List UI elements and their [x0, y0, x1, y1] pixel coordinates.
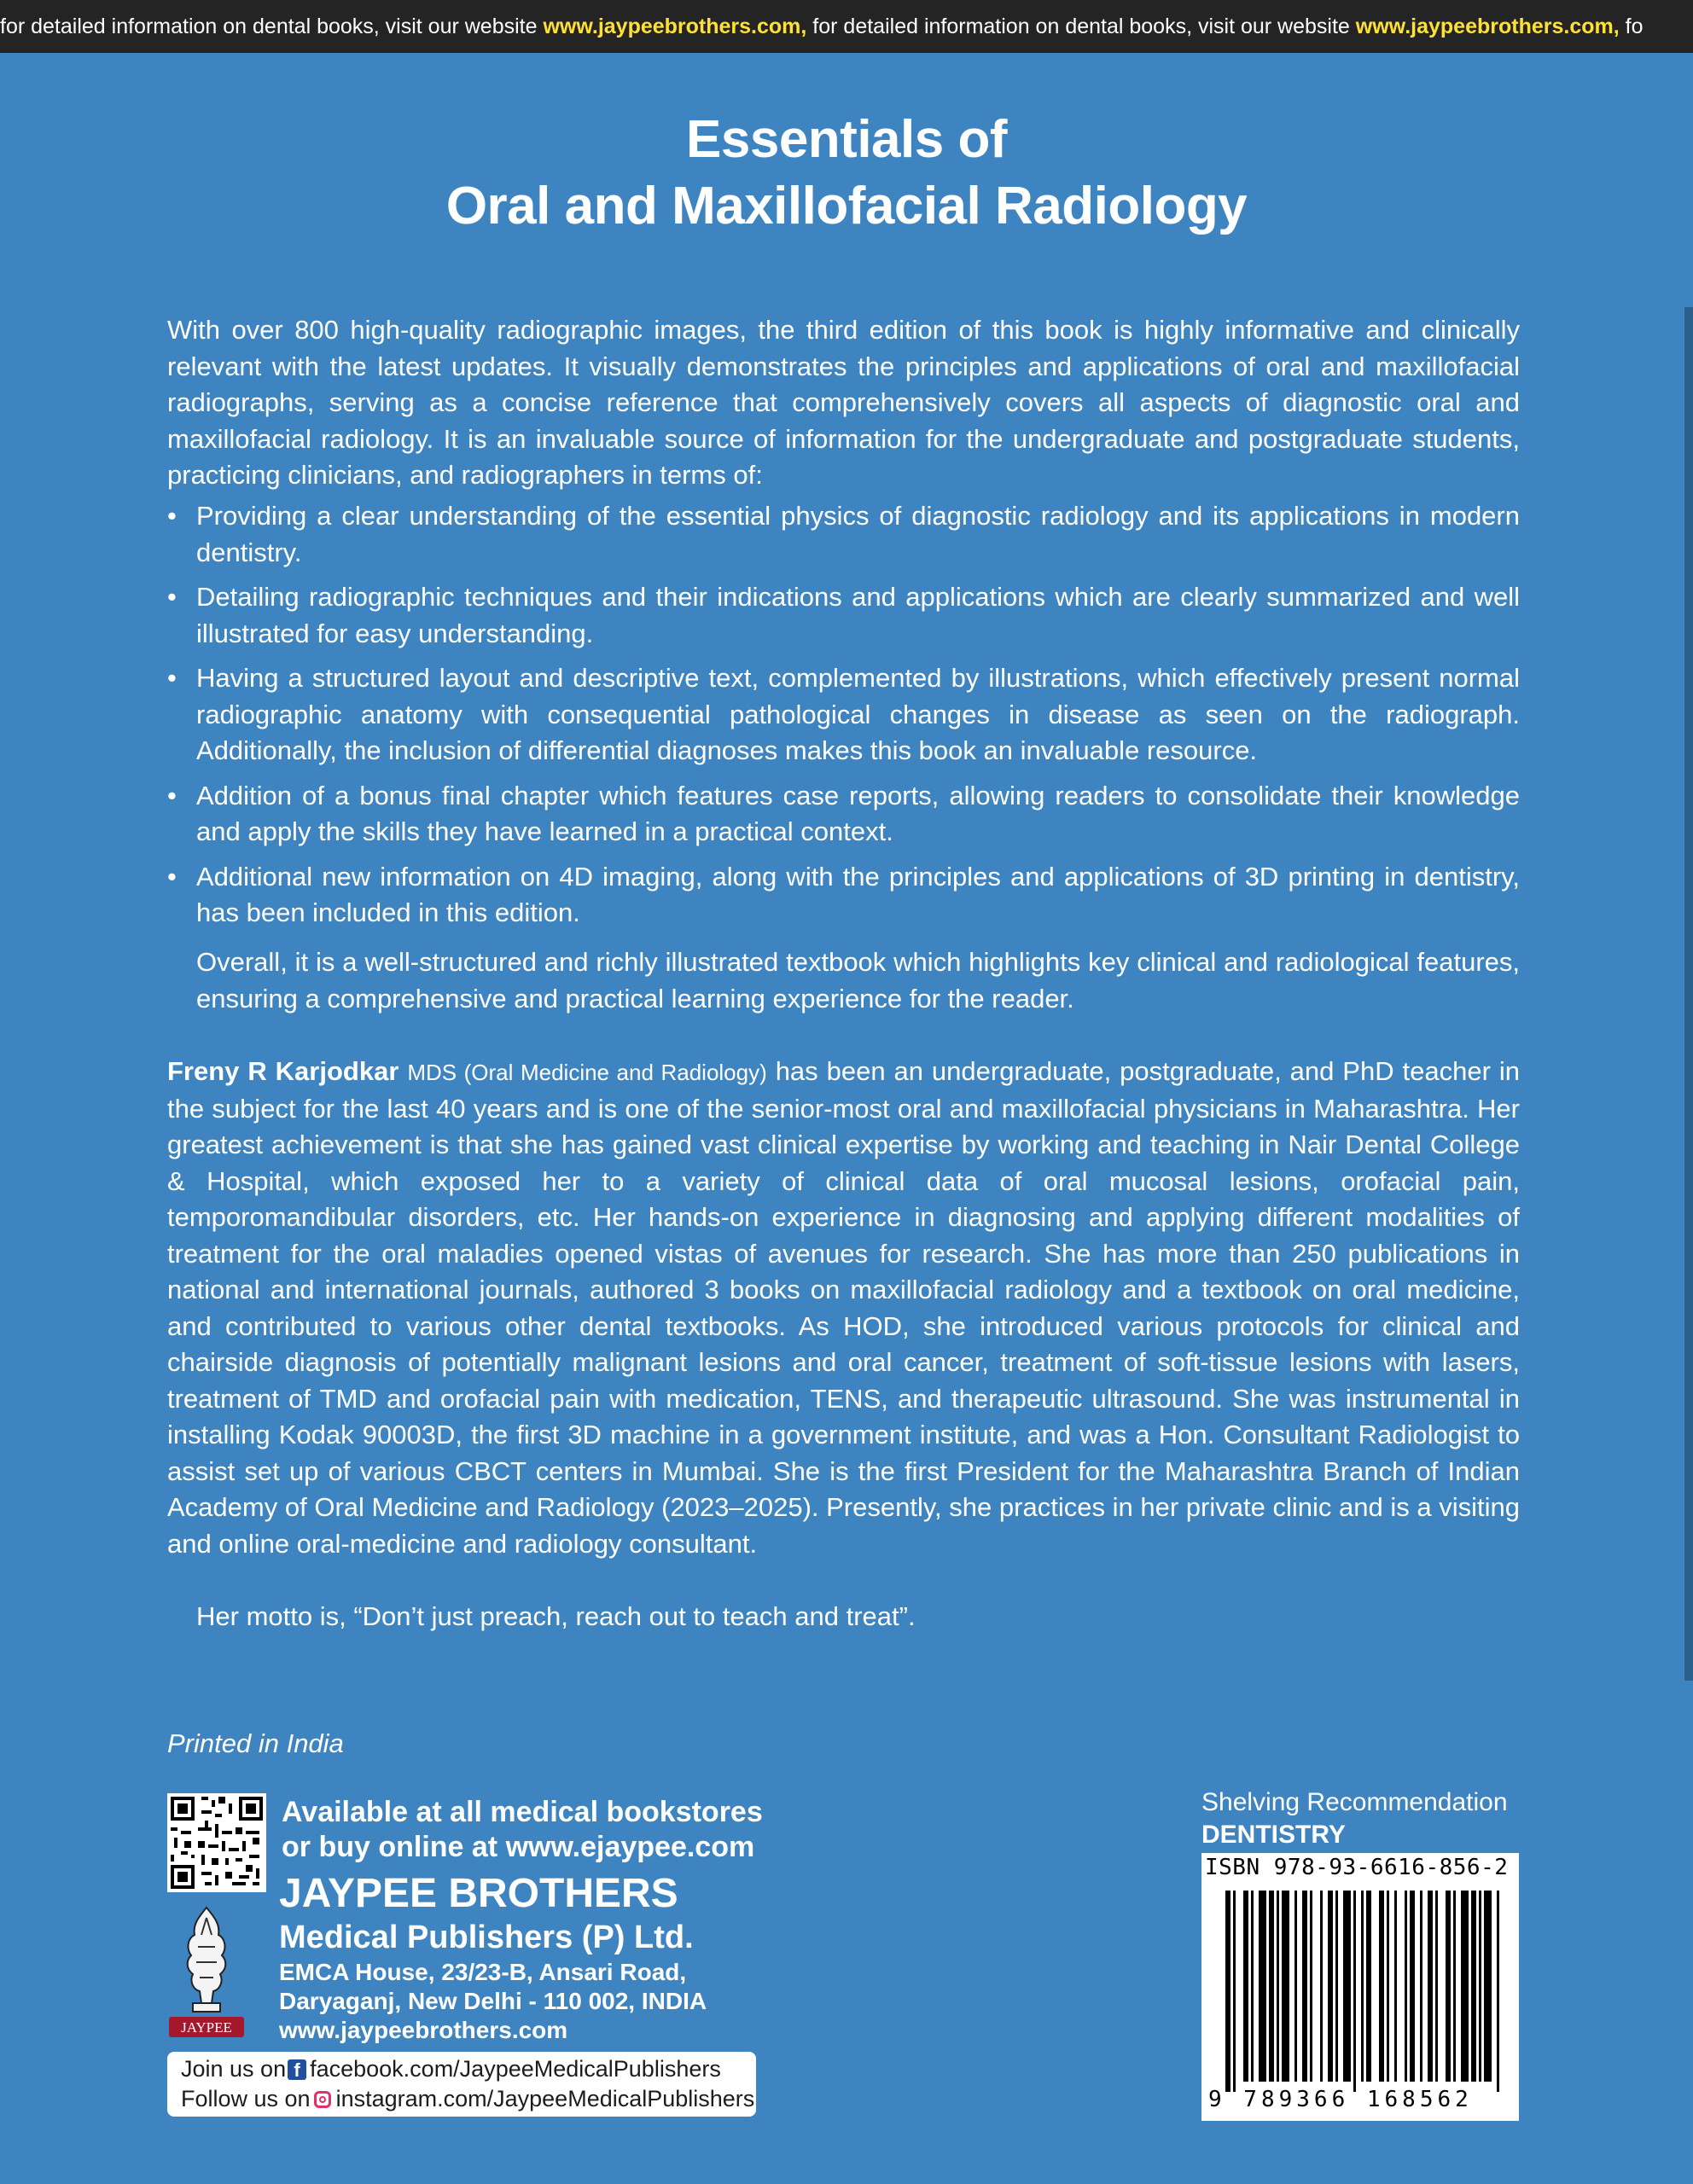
barcode-bar: [1310, 1891, 1312, 2082]
banner-url[interactable]: www.jaypeebrothers.com,: [543, 15, 807, 38]
title-line-2: Oral and Maxillofacial Radiology: [445, 177, 1248, 235]
author-name: Freny R Karjodkar: [167, 1056, 399, 1086]
barcode-bar: [1394, 1891, 1397, 2082]
isbn-label: ISBN 978-93-6616-856-2: [1205, 1855, 1509, 1880]
printed-in: Printed in India: [167, 1728, 344, 1758]
jaypee-logo: [167, 1901, 246, 2039]
barcode-bar: [1497, 1891, 1499, 2092]
instagram-row[interactable]: [181, 2084, 756, 2114]
banner-tail: fo: [1619, 15, 1644, 38]
barcode-bar: [1259, 1891, 1266, 2082]
shelving-value: DENTISTRY: [1201, 1821, 1346, 1849]
author-bio-text: has been an undergraduate, postgraduate, and PhD teacher in the subject for the last 40 years and is one of the senior-most oral and maxillofacial physicians in Maharashtra. Her greatest achievement is that she has gained vast clinical expertise by working and teaching in Nair Dental College & Hospital, which exposed her to a variety of clinical data of oral mucosal lesions, orofacial pain, temporomandibular disorders, etc. Her hands-on experience in diagnosing and applying different modalities of treatment for the oral maladies opened vistas of avenues for research. She has more than 250 publications in national and international journals, authored 3 books on maxillofacial radiology and a textbook on oral medicine, and contributed to various other dental textbooks. As HOD, she introduced various protocols for clinical and chairside diagnosis of potentially malignant lesions and oral cancer, treatment of soft-tissue lesions with lasers, treatment of TMD and orofacial pain with medication, TENS, and therapeutic ultrasound. She was instrumental in installing Kodak 90003D, the first 3D machine in a government institute, and was a Hon. Consultant Radiologist to assist set up of various CBCT centers in Mumbai. She is the first President for the Maharashtra Branch of Indian Academy of Oral Medicine and Radiology (2023–2025). Presently, she practices in her private clinic and is a visiting and online oral-medicine and radiology consultant.: [167, 1056, 1520, 1559]
shelving-recommendation: [1201, 1786, 1508, 1851]
barcode-bar: [1453, 1891, 1456, 2082]
barcode-bars: [1201, 1853, 1519, 2121]
barcode-bar: [1435, 1891, 1438, 2082]
shelving-label: Shelving Recommendation: [1201, 1788, 1508, 1816]
banner-text-2: for detailed information on dental books, visit our website: [806, 15, 1356, 38]
social-links: [167, 2052, 756, 2117]
barcode-bar: [1282, 1891, 1289, 2082]
address-line-1: EMCA House, 23/23-B, Ansari Road,: [279, 1959, 687, 1985]
availability-line-1: Available at all medical bookstores: [282, 1796, 763, 1828]
overall-paragraph: Overall, it is a well-structured and richly illustrated textbook which highlights key clinical and radiological features, ensuring a comprehensive and practical learning experience for the reader.: [196, 947, 1520, 1014]
barcode-bar: [1353, 1891, 1356, 2092]
facebook-icon[interactable]: f: [288, 2059, 306, 2080]
publisher-website[interactable]: www.jaypeebrothers.com: [279, 2017, 568, 2043]
publisher-subtitle: Medical Publishers (P) Ltd.: [279, 1920, 694, 1955]
barcode-bar: [1294, 1891, 1297, 2082]
list-item: • Providing a clear understanding of the essential physics of diagnostic radiology and its applications in modern dentistry.: [167, 501, 1520, 567]
barcode-bar: [1405, 1891, 1407, 2082]
list-item: • Having a structured layout and descriptive text, complemented by illustrations, which effectively present normal radiographic anatomy with consequential pathological changes in disease as seen on the radiograph. Additionally, the inclusion of differential diagnoses makes this book an invaluable resource.: [167, 663, 1520, 765]
publisher-name: JAYPEE BROTHERS: [279, 1871, 678, 1916]
availability-note: [282, 1795, 763, 1865]
facebook-row[interactable]: [181, 2054, 756, 2084]
barcode-bar: [1335, 1891, 1338, 2082]
barcode-bar: [1269, 1891, 1274, 2082]
address-line-2: Daryaganj, New Delhi - 110 002, INDIA: [279, 1988, 707, 2014]
banner-url-2[interactable]: www.jaypeebrothers.com,: [1355, 15, 1620, 38]
author-credentials: MDS (Oral Medicine and Radiology): [407, 1060, 767, 1085]
facebook-prefix: Join us on: [181, 2056, 287, 2082]
instagram-url[interactable]: instagram.com/JaypeeMedicalPublishers: [335, 2086, 755, 2111]
barcode-bar: [1484, 1891, 1492, 2082]
barcode-bar: [1361, 1891, 1364, 2082]
barcode-bar: [1446, 1891, 1451, 2082]
book-title: [0, 107, 1693, 240]
barcode-bar: [1428, 1891, 1433, 2082]
barcode-bar: [1343, 1891, 1351, 2082]
isbn-digits: 9 789366 168562: [1208, 2087, 1473, 2112]
barcode-bar: [1379, 1891, 1384, 2082]
list-item: • Detailing radiographic techniques and their indications and applications which are clearly summarized and well illustrated for easy understanding.: [167, 582, 1520, 648]
availability-line-2[interactable]: or buy online at www.ejaypee.com: [282, 1831, 755, 1863]
barcode-bar: [1277, 1891, 1279, 2082]
barcode-bar: [1479, 1891, 1481, 2082]
page-edge: [1684, 307, 1693, 1681]
barcode-bar: [1461, 1891, 1469, 2082]
banner-text: for detailed information on dental books, visit our website: [0, 15, 544, 38]
barcode-bar: [1471, 1891, 1476, 2082]
barcode-bar: [1243, 1891, 1248, 2082]
barcode-bar: [1233, 1891, 1236, 2092]
instagram-icon[interactable]: [314, 2091, 331, 2108]
website-banner: [0, 0, 1693, 53]
barcode-bar: [1320, 1891, 1323, 2082]
publisher-address: [279, 1958, 707, 2045]
barcode-bar: [1251, 1891, 1254, 2082]
barcode-bar: [1410, 1891, 1415, 2082]
barcode-bar: [1328, 1891, 1333, 2082]
isbn-barcode: [1201, 1853, 1519, 2121]
feature-list: [167, 498, 1520, 940]
qr-code-icon[interactable]: [167, 1793, 266, 1892]
barcode-bar: [1302, 1891, 1307, 2082]
intro-paragraph: With over 800 high-quality radiographic images, the third edition of this book is highly informative and clinically relevant with the latest updates. It visually demonstrates the principles and applications of oral and maxillofacial radiographs, serving as a concise reference that comprehensively covers all aspects of diagnostic oral and maxillofacial radiology. It is an invaluable source of information for the undergraduate and postgraduate students, practicing clinicians, and radiographers in terms of:: [167, 315, 1520, 490]
list-item: • Additional new information on 4D imaging, along with the principles and applications of 3D printing in dentistry, has been included in this edition.: [167, 861, 1520, 927]
barcode-bar: [1420, 1891, 1422, 2082]
facebook-url[interactable]: facebook.com/JaypeeMedicalPublishers: [310, 2056, 721, 2082]
logo-text: JAYPEE: [181, 2019, 232, 2036]
author-bio: [167, 1054, 1520, 1562]
barcode-bar: [1387, 1891, 1389, 2082]
title-line-1: Essentials of: [686, 110, 1007, 169]
barcode-bar: [1366, 1891, 1371, 2082]
instagram-prefix: Follow us on: [181, 2086, 311, 2111]
barcode-bar: [1225, 1891, 1230, 2092]
list-item: • Addition of a bonus final chapter which features case reports, allowing readers to consolidate their knowledge and apply the skills they have learned in a practical context.: [167, 780, 1520, 846]
author-motto: Her motto is, “Don’t just preach, reach out to teach and treat”.: [196, 1601, 916, 1631]
